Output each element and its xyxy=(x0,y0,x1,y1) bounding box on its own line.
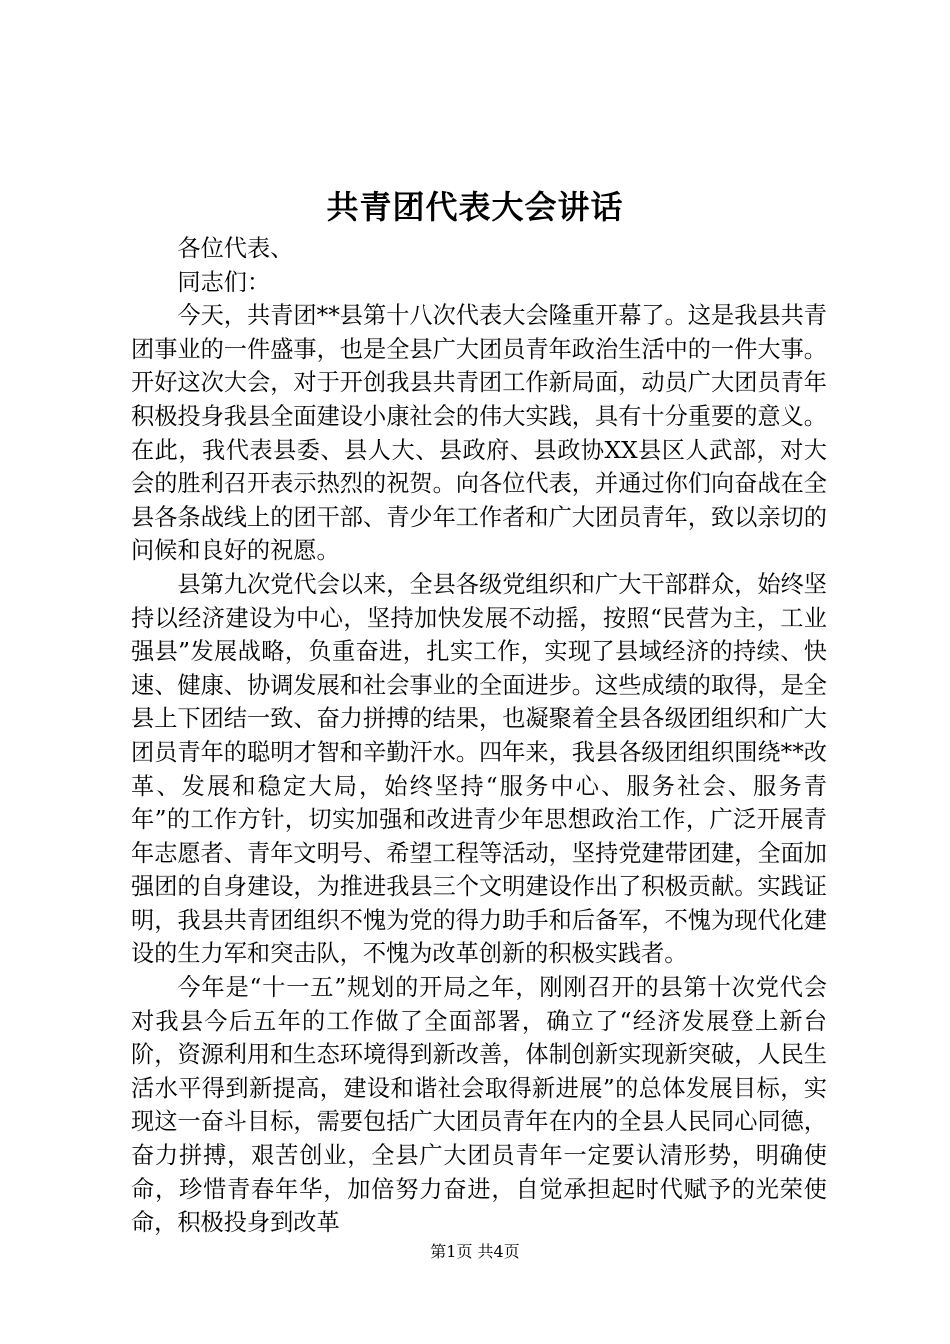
body-paragraph: 今年是“十一五”规划的开局之年，刚刚召开的县第十次党代会对我县今后五年的工作做了全面部署，确立了“经济发展登上新台阶，资源利用和生态环境得到新改善，体制创新实现新突破，人民生活水平得到新提高，建设和谐社会取得新进展”的总体发展目标，实现这一奋斗目标，需要包括广大团员青年在内的全县人民同心同德，奋力拼搏，艰苦创业，全县广大团员青年一定要认清形势，明确使命，珍惜青春年华，加倍努力奋进，自觉承担起时代赋予的光荣使命，积极投身到改革 xyxy=(131,974,827,1237)
page-number-footer: 第1页 共4页 xyxy=(430,1242,520,1261)
body-paragraph: 今天，共青团**县第十八次代表大会隆重开幕了。这是我县共青团事业的一件盛事，也是全县广大团员青年政治生活中的一件大事。开好这次大会，对于开创我县共青团工作新局面，动员广大团员青年积极投身我县全面建设小康社会的伟大实践，具有十分重要的意义。在此，我代表县委、县人大、县政府、县政协XX县区人武部，对大会的胜利召开表示热烈的祝贺。向各位代表，并通过你们向奋战在全县各条战线上的团干部、青少年工作者和广大团员青年，致以亲切的问候和良好的祝愿。 xyxy=(131,302,827,565)
document-title: 共青团代表大会讲话 xyxy=(326,188,624,226)
salutation-line: 各位代表、 xyxy=(177,235,294,262)
body-paragraph: 县第九次党代会以来，全县各级党组织和广大干部群众，始终坚持以经济建设为中心，坚持加快发展不动摇，按照“民营为主，工业强县”发展战略，负重奋进，扎实工作，实现了县域经济的持续、快速、健康、协调发展和社会事业的全面进步。这些成绩的取得，是全县上下团结一致、奋力拼搏的结果，也凝聚着全县各级团组织和广大团员青年的聪明才智和辛勤汗水。四年来，我县各级团组织围绕**改革、发展和稳定大局，始终坚持“服务中心、服务社会、服务青年”的工作方针，切实加强和改进青少年思想政治工作，广泛开展青年志愿者、青年文明号、希望工程等活动，坚持党建带团建，全面加强团的自身建设，为推进我县三个文明建设作出了积极贡献。实践证明，我县共青团组织不愧为党的得力助手和后备军，不愧为现代化建设的生力军和突击队，不愧为改革创新的积极实践者。 xyxy=(131,570,827,968)
salutation-line: 同志们： xyxy=(177,268,271,296)
document-body xyxy=(131,232,827,1240)
